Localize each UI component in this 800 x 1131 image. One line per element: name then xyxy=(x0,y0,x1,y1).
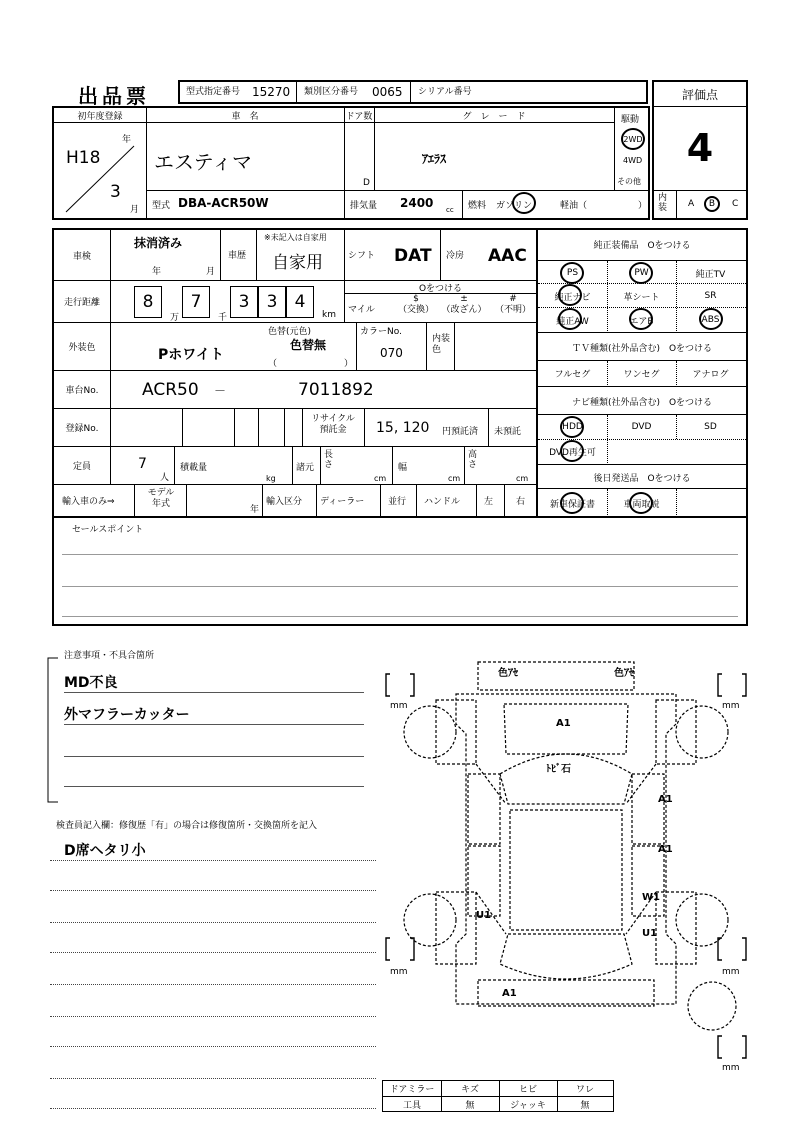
mileage-digit-1: 8 xyxy=(134,286,162,318)
car-name: エスティマ xyxy=(154,150,252,174)
equip-aw-circle xyxy=(558,308,582,330)
height-cm: cm xyxy=(516,474,529,483)
grade-value: ｱｴﾗｽ xyxy=(422,152,447,166)
equip-aw: 純正AW xyxy=(556,316,589,327)
mile-option: マイル xyxy=(348,305,375,315)
import-label: 輸入車のみ⇒ xyxy=(62,497,115,507)
tv-fullseg: フルセグ xyxy=(554,369,591,380)
width-cm: cm xyxy=(448,474,461,483)
cc-unit: cc xyxy=(446,206,454,214)
paren-left: （ xyxy=(268,359,278,369)
door-label: ドア数 xyxy=(344,108,375,123)
fuel-diesel: 軽油（ xyxy=(560,201,588,211)
drive-other: その他 xyxy=(617,177,641,186)
history-note: ※未記入は自家用 xyxy=(264,233,327,242)
notes-label: 注意事項・不具合箇所 xyxy=(64,651,155,661)
note-line-2: 外マフラーカッター xyxy=(64,707,190,723)
tv-grid xyxy=(538,360,746,385)
import-dealer: ディーラー xyxy=(320,497,365,507)
legend-crack: ヒビ xyxy=(518,1085,537,1095)
load-label: 積載量 xyxy=(180,463,208,473)
later-title: 後日発送品 Oをつける xyxy=(538,464,746,489)
mm-label: mm xyxy=(390,701,408,711)
interior-rating-label: 内装 xyxy=(658,193,668,213)
legend-jack: ジャッキ xyxy=(510,1100,546,1111)
later-warranty-circle xyxy=(560,492,584,514)
interior-b-circled: B xyxy=(704,196,720,212)
inspection-label: 車検 xyxy=(54,230,111,280)
legend-jack-value: 無 xyxy=(580,1100,590,1111)
navi-hdd-circle xyxy=(560,416,584,438)
note-line-1: MD不良 xyxy=(64,675,118,691)
mark-rear-bumper: A1 xyxy=(502,988,517,999)
ac-label: 冷房 xyxy=(446,251,465,261)
serial-number-label: シリアル番号 xyxy=(418,87,472,97)
paren-right: ） xyxy=(344,359,354,369)
legend-scratch: キズ xyxy=(461,1085,479,1095)
capacity-label: 定員 xyxy=(54,446,111,484)
legend-tools-value: 無 xyxy=(465,1100,475,1111)
repaint-label: 色替(元色) xyxy=(268,327,312,337)
legend-table xyxy=(382,1080,614,1112)
car-name-label: 車 名 xyxy=(146,108,345,123)
mileage-circle-note: Oをつける xyxy=(345,281,536,294)
man-unit: 万 xyxy=(170,313,180,323)
mm-label: mm xyxy=(722,1063,740,1073)
nen-label: 年 xyxy=(122,135,132,145)
equip-leather: 革シート xyxy=(623,292,660,303)
inspector-line-1: D席ヘタリ小 xyxy=(64,843,146,859)
mileage-label: 走行距離 xyxy=(54,280,111,322)
drive-2wd-circled: 2WD xyxy=(621,128,645,150)
legend-break: ワレ xyxy=(575,1085,594,1095)
class-number-value: 0065 xyxy=(372,85,403,99)
dims-label: 諸元 xyxy=(296,463,315,473)
mark-right-rear: U1 xyxy=(642,928,658,939)
handle-right: 右 xyxy=(516,497,526,507)
length-cm: cm xyxy=(374,474,387,483)
equip-tv: 純正TV xyxy=(695,269,726,280)
equip-pw-circle xyxy=(629,262,653,284)
history-value: 自家用 xyxy=(272,253,323,273)
equipment-title: 純正装備品 Oをつける xyxy=(593,240,691,251)
chassis-prefix: ACR50 xyxy=(142,380,199,400)
drive-4wd: 4WD xyxy=(623,156,643,165)
equip-abs-circle xyxy=(699,308,723,330)
mileage-unknown: # （不明） xyxy=(494,294,531,315)
vehicle-info-block xyxy=(52,106,650,220)
navi-dvd-play-circle xyxy=(560,440,584,462)
interior-a: A xyxy=(688,199,695,209)
recycle-value: 15, 120 xyxy=(376,420,430,436)
sales-point-box xyxy=(52,516,748,626)
shift-label: シフト xyxy=(348,251,376,261)
mark-front-right: 色ｱｾ xyxy=(614,668,634,679)
mark-hood: A1 xyxy=(556,718,571,729)
equip-sr: SR xyxy=(704,291,717,301)
inspection-tsuki: 月 xyxy=(206,267,216,277)
equip-navi: 純正ナビ xyxy=(554,292,591,303)
later-grid xyxy=(538,488,746,517)
width-label: 幅 xyxy=(398,463,408,473)
mm-label: mm xyxy=(722,701,740,711)
fuel-gasoline: ガソリン xyxy=(496,201,533,211)
km-unit: km xyxy=(322,310,336,320)
exterior-color-value: Pホワイト xyxy=(158,347,224,363)
sales-point-label: セールスポイント xyxy=(72,525,144,535)
tv-title: ＴＶ種類(社外品含む) Oをつける xyxy=(538,332,746,361)
mileage-digit-2: 7 xyxy=(182,286,210,318)
length-label: 長 さ xyxy=(324,450,334,470)
equip-airbag: エアB xyxy=(629,316,654,327)
mileage-exchanged: $ （交換） xyxy=(397,294,434,315)
rating-score: 4 xyxy=(686,126,714,170)
form-title: 出品票 xyxy=(78,84,150,108)
import-parallel: 並行 xyxy=(388,497,407,507)
mark-right-front-door: A1 xyxy=(658,794,673,805)
inspection-value: 抹消済み xyxy=(134,236,183,250)
model-year-label: モデル 年式 xyxy=(147,488,175,509)
mark-left-rear: U1 xyxy=(476,910,492,921)
mark-windshield: ﾄﾋﾞ石 xyxy=(546,764,571,775)
equip-ps: PS xyxy=(566,268,579,278)
mileage-digit-5: 4 xyxy=(286,286,314,318)
repaint-value: 色替無 xyxy=(290,338,327,352)
handle-label: ハンドル xyxy=(424,497,461,507)
type-number-label: 型式指定番号 xyxy=(186,87,241,97)
ac-value: AAC xyxy=(488,246,527,266)
registration-label: 登録No. xyxy=(54,408,111,446)
navi-dvd: DVD xyxy=(631,422,652,432)
equip-pw: PW xyxy=(634,268,649,278)
recycle-label: リサイクル 預託金 xyxy=(311,414,355,435)
history-label: 車歴 xyxy=(228,251,247,261)
mileage-tampered: ± （改ざん） xyxy=(441,294,487,315)
mm-label: mm xyxy=(722,967,740,977)
legend-tools: 工具 xyxy=(402,1100,421,1111)
tv-oneseg: ワンセグ xyxy=(623,369,660,380)
capacity-value: 7 xyxy=(138,456,147,472)
first-reg-label: 初年度登録 xyxy=(54,108,146,123)
interior-color-label: 内装 色 xyxy=(432,334,451,355)
mileage-digit-3: 3 xyxy=(230,286,258,318)
inspection-nen: 年 xyxy=(152,267,162,277)
interior-c: C xyxy=(732,199,739,209)
grade-label: グ レ ー ド xyxy=(374,108,615,123)
model-year-nen: 年 xyxy=(250,505,260,515)
header-id-box xyxy=(178,80,648,104)
equip-navi-circle xyxy=(558,284,582,306)
model-value: DBA-ACR50W xyxy=(178,196,269,210)
reg-month: 3 xyxy=(110,182,121,202)
equip-abs: ABS xyxy=(701,315,720,325)
mark-front-left: 色ｱｾ xyxy=(498,668,518,679)
engine-label: 排気量 xyxy=(350,201,378,211)
class-number-label: 類別区分番号 xyxy=(304,87,359,97)
navi-sd: SD xyxy=(704,422,717,432)
car-damage-diagram xyxy=(376,634,756,1074)
mark-right-rear-door: A1 xyxy=(658,844,673,855)
rating-label: 評価点 xyxy=(654,82,746,107)
navi-title: ナビ種類(社外品含む) Oをつける xyxy=(538,386,746,415)
handle-left: 左 xyxy=(484,497,494,507)
inspector-label: 検査員記入欄：修復歴「有」の場合は修復箇所・交換箇所を記入 xyxy=(56,821,318,831)
later-warranty: 新車保証書 xyxy=(549,499,595,510)
mm-label: mm xyxy=(390,967,408,977)
later-manual-circle xyxy=(629,492,653,514)
fuel-label: 燃料 xyxy=(468,201,487,211)
tsuki-label: 月 xyxy=(130,205,140,215)
navi-grid xyxy=(538,414,746,463)
color-no-label: カラーNo. xyxy=(360,327,402,337)
import-class-label: 輸入区分 xyxy=(266,497,303,507)
sen-unit: 千 xyxy=(218,313,228,323)
recycle-pending: 未預託 xyxy=(494,427,522,437)
type-number-value: 15270 xyxy=(252,85,291,99)
height-label: 高 さ xyxy=(468,450,478,470)
navi-dvd-play: DVD再生可 xyxy=(549,447,596,458)
mileage-digit-4: 3 xyxy=(258,286,286,318)
fuel-gasoline-circle xyxy=(512,192,536,214)
chassis-number: 7011892 xyxy=(298,380,374,400)
color-no-value: 070 xyxy=(380,346,403,360)
capacity-unit: 人 xyxy=(160,473,170,483)
tv-analog: アナログ xyxy=(692,369,729,380)
load-unit: kg xyxy=(266,474,276,483)
shift-value: DAT xyxy=(394,246,432,266)
exterior-color-label: 外装色 xyxy=(54,322,111,370)
legend-mirror: ドアミラー xyxy=(389,1085,435,1095)
paren-close: ） xyxy=(638,201,648,211)
reg-era: H18 xyxy=(66,148,101,168)
rating-box xyxy=(652,80,748,220)
recycle-deposited: 円預託済 xyxy=(442,427,479,437)
detail-block xyxy=(52,228,748,518)
equipment-grid xyxy=(538,260,746,331)
chassis-label: 車台No. xyxy=(54,370,111,408)
mark-right-rear-wheel: W1 xyxy=(642,892,660,903)
door-unit: D xyxy=(363,178,370,188)
equip-ps-circle xyxy=(560,262,584,284)
equip-airbag-circle xyxy=(629,308,653,330)
engine-value: 2400 xyxy=(400,196,434,210)
model-label: 型式 xyxy=(152,201,171,211)
drive-label: 駆動 xyxy=(621,115,640,125)
navi-hdd: HDD xyxy=(562,422,583,432)
diagonal-divider xyxy=(60,142,140,214)
chassis-dash: － xyxy=(214,384,227,398)
later-manual: 車両取説 xyxy=(623,499,660,510)
